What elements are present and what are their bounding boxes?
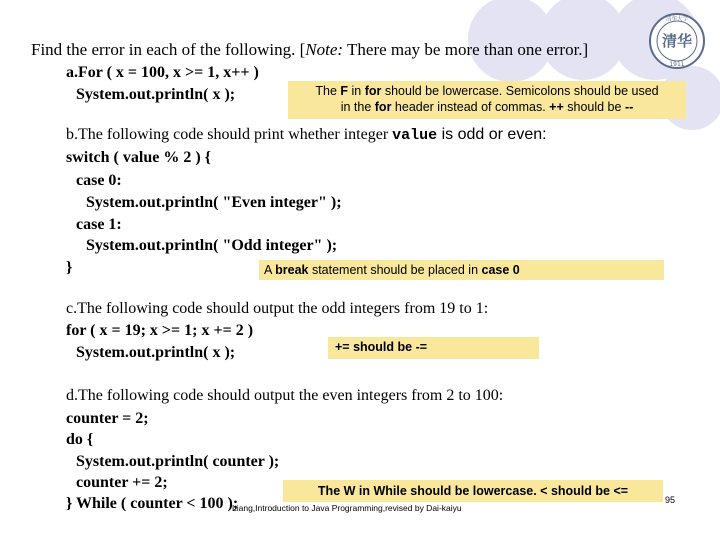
part-b-line-6: } <box>66 259 73 276</box>
part-b-intro: b.The following code should print whether integer value is odd or even: <box>66 126 547 144</box>
title-prefix: Find the error in each of the following. [ <box>31 40 306 59</box>
title-suffix: There may be more than one error.] <box>343 40 589 59</box>
university-seal-logo <box>648 12 706 70</box>
title-note-word: Note: <box>305 40 344 59</box>
part-d-answer-note: The W in While should be lowercase. < should be <= <box>283 480 663 502</box>
part-d-line-1: counter = 2; <box>66 410 149 427</box>
part-a-note-line-2: in the for header instead of commas. ++ should be -- <box>340 100 634 114</box>
part-d-line-4: counter += 2; <box>76 474 168 491</box>
svg-text:清华大学: 清华大学 <box>665 16 689 23</box>
part-b-line-4: case 1: <box>76 216 122 233</box>
svg-text:清华: 清华 <box>661 32 693 50</box>
part-d-line-3: System.out.println( counter ); <box>76 453 280 470</box>
svg-text:1911: 1911 <box>669 61 685 68</box>
part-d-intro: d.The following code should output the even integers from 2 to 100: <box>66 387 504 404</box>
part-a-line-2: System.out.println( x ); <box>76 86 236 103</box>
part-a-note-line-1: The F in for should be lowercase. Semicolons should be used <box>315 84 659 98</box>
part-d-line-2: do { <box>66 431 94 448</box>
part-c-intro: c.The following code should output the odd integers from 19 to 1: <box>66 300 489 317</box>
part-c-line-1: for ( x = 19; x >= 1; x += 2 ) <box>66 322 254 339</box>
part-a-line-1: a.For ( x = 100, x >= 1, x++ ) <box>66 64 259 81</box>
part-a-answer-note <box>288 81 686 119</box>
part-b-line-1: switch ( value % 2 ) { <box>66 149 211 166</box>
part-c-line-2: System.out.println( x ); <box>76 344 236 361</box>
part-b-answer-note: A break statement should be placed in case 0 <box>259 260 664 280</box>
part-c-answer-note: += should be -= <box>328 337 539 359</box>
part-b-intro-code: value <box>392 127 438 144</box>
footer-credit: Liang,Introduction to Java Programming,revised by Dai-kaiyu <box>232 503 462 513</box>
part-b-line-3: System.out.println( "Even integer" ); <box>86 194 342 211</box>
page-title <box>31 40 588 60</box>
part-b-line-2: case 0: <box>76 172 122 189</box>
part-b-line-5: System.out.println( "Odd integer" ); <box>86 237 338 254</box>
page-number: 95 <box>665 495 676 505</box>
part-d-line-5: } While ( counter < 100 ); <box>66 495 239 512</box>
